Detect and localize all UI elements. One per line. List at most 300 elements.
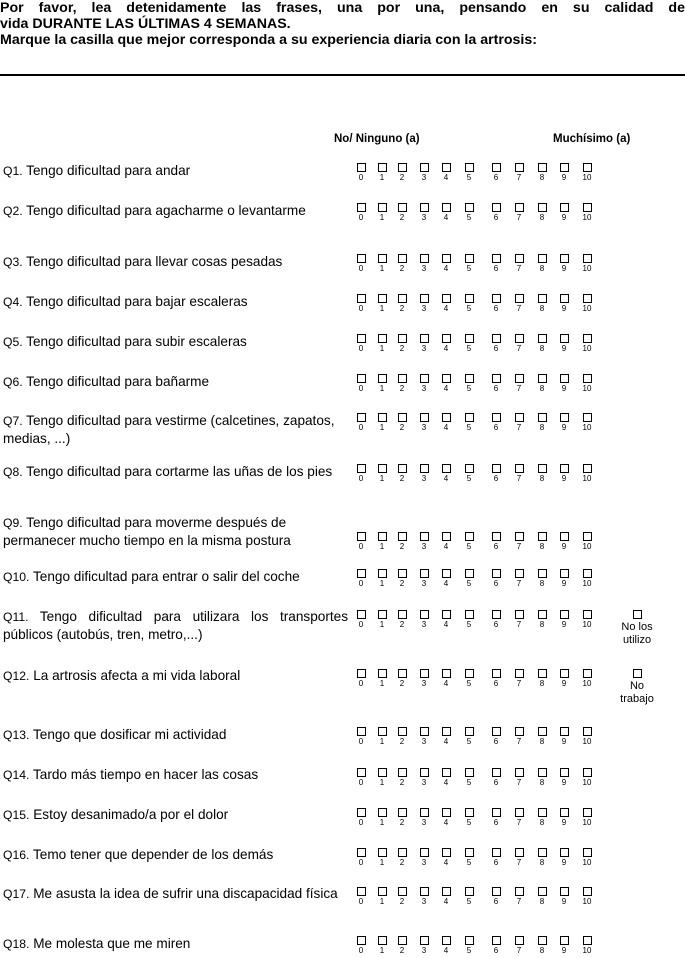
- checkbox[interactable]: [560, 727, 569, 736]
- checkbox[interactable]: [378, 532, 387, 541]
- rating-option-0[interactable]: [352, 848, 370, 867]
- checkbox[interactable]: [492, 768, 501, 777]
- checkbox[interactable]: [420, 887, 429, 896]
- checkbox[interactable]: [357, 669, 366, 678]
- checkbox[interactable]: [560, 669, 569, 678]
- rating-option-10[interactable]: [578, 808, 596, 827]
- rating-option-7[interactable]: [510, 887, 528, 906]
- rating-option-10[interactable]: [578, 374, 596, 393]
- rating-option-10[interactable]: [578, 727, 596, 746]
- checkbox[interactable]: [378, 727, 387, 736]
- rating-option-2[interactable]: [393, 334, 411, 353]
- checkbox[interactable]: [378, 464, 387, 473]
- not-applicable-option[interactable]: [612, 610, 662, 647]
- checkbox[interactable]: [515, 808, 524, 817]
- rating-option-1[interactable]: [373, 374, 391, 393]
- rating-option-1[interactable]: [373, 768, 391, 787]
- checkbox[interactable]: [465, 374, 474, 383]
- checkbox[interactable]: [357, 936, 366, 945]
- rating-option-5[interactable]: [460, 334, 478, 353]
- rating-option-2[interactable]: [393, 464, 411, 483]
- checkbox[interactable]: [378, 334, 387, 343]
- rating-option-6[interactable]: [487, 768, 505, 787]
- rating-option-1[interactable]: [373, 887, 391, 906]
- checkbox[interactable]: [378, 669, 387, 678]
- checkbox[interactable]: [357, 808, 366, 817]
- rating-option-3[interactable]: [415, 413, 433, 432]
- checkbox[interactable]: [357, 163, 366, 172]
- rating-option-10[interactable]: [578, 163, 596, 182]
- checkbox[interactable]: [398, 610, 407, 619]
- checkbox[interactable]: [583, 610, 592, 619]
- checkbox[interactable]: [560, 768, 569, 777]
- checkbox[interactable]: [515, 254, 524, 263]
- rating-option-9[interactable]: [555, 254, 573, 273]
- checkbox[interactable]: [515, 669, 524, 678]
- checkbox[interactable]: [465, 413, 474, 422]
- rating-option-4[interactable]: [437, 294, 455, 313]
- checkbox[interactable]: [560, 413, 569, 422]
- checkbox[interactable]: [515, 374, 524, 383]
- rating-option-8[interactable]: [533, 848, 551, 867]
- rating-option-9[interactable]: [555, 610, 573, 629]
- checkbox[interactable]: [357, 254, 366, 263]
- rating-option-4[interactable]: [437, 532, 455, 551]
- checkbox[interactable]: [538, 887, 547, 896]
- rating-option-7[interactable]: [510, 294, 528, 313]
- rating-option-1[interactable]: [373, 936, 391, 955]
- checkbox[interactable]: [378, 768, 387, 777]
- checkbox[interactable]: [378, 254, 387, 263]
- rating-option-3[interactable]: [415, 374, 433, 393]
- rating-option-8[interactable]: [533, 808, 551, 827]
- rating-option-1[interactable]: [373, 610, 391, 629]
- rating-option-10[interactable]: [578, 936, 596, 955]
- checkbox[interactable]: [538, 768, 547, 777]
- rating-option-10[interactable]: [578, 334, 596, 353]
- checkbox[interactable]: [492, 610, 501, 619]
- checkbox[interactable]: [633, 669, 642, 678]
- checkbox[interactable]: [442, 294, 451, 303]
- rating-option-1[interactable]: [373, 727, 391, 746]
- checkbox[interactable]: [420, 936, 429, 945]
- checkbox[interactable]: [378, 163, 387, 172]
- checkbox[interactable]: [560, 464, 569, 473]
- checkbox[interactable]: [398, 569, 407, 578]
- checkbox[interactable]: [442, 334, 451, 343]
- rating-option-4[interactable]: [437, 464, 455, 483]
- checkbox[interactable]: [465, 808, 474, 817]
- rating-option-5[interactable]: [460, 727, 478, 746]
- checkbox[interactable]: [465, 887, 474, 896]
- rating-option-7[interactable]: [510, 936, 528, 955]
- checkbox[interactable]: [560, 887, 569, 896]
- checkbox[interactable]: [420, 808, 429, 817]
- rating-option-3[interactable]: [415, 936, 433, 955]
- rating-option-9[interactable]: [555, 464, 573, 483]
- rating-option-2[interactable]: [393, 163, 411, 182]
- checkbox[interactable]: [357, 569, 366, 578]
- rating-option-3[interactable]: [415, 768, 433, 787]
- checkbox[interactable]: [465, 294, 474, 303]
- checkbox[interactable]: [515, 163, 524, 172]
- rating-option-4[interactable]: [437, 768, 455, 787]
- rating-option-6[interactable]: [487, 532, 505, 551]
- rating-option-10[interactable]: [578, 569, 596, 588]
- rating-option-8[interactable]: [533, 254, 551, 273]
- checkbox[interactable]: [442, 374, 451, 383]
- checkbox[interactable]: [465, 203, 474, 212]
- checkbox[interactable]: [442, 163, 451, 172]
- checkbox[interactable]: [378, 808, 387, 817]
- checkbox[interactable]: [357, 294, 366, 303]
- rating-option-3[interactable]: [415, 569, 433, 588]
- rating-option-8[interactable]: [533, 727, 551, 746]
- checkbox[interactable]: [538, 413, 547, 422]
- checkbox[interactable]: [378, 936, 387, 945]
- rating-option-7[interactable]: [510, 532, 528, 551]
- checkbox[interactable]: [442, 887, 451, 896]
- checkbox[interactable]: [357, 610, 366, 619]
- rating-option-9[interactable]: [555, 848, 573, 867]
- checkbox[interactable]: [442, 203, 451, 212]
- rating-option-3[interactable]: [415, 203, 433, 222]
- rating-option-3[interactable]: [415, 464, 433, 483]
- rating-option-0[interactable]: [352, 254, 370, 273]
- checkbox[interactable]: [492, 808, 501, 817]
- rating-option-6[interactable]: [487, 374, 505, 393]
- rating-option-7[interactable]: [510, 727, 528, 746]
- checkbox[interactable]: [398, 936, 407, 945]
- rating-option-3[interactable]: [415, 532, 433, 551]
- checkbox[interactable]: [420, 374, 429, 383]
- checkbox[interactable]: [538, 848, 547, 857]
- checkbox[interactable]: [442, 254, 451, 263]
- checkbox[interactable]: [420, 294, 429, 303]
- checkbox[interactable]: [442, 532, 451, 541]
- rating-option-9[interactable]: [555, 727, 573, 746]
- rating-option-2[interactable]: [393, 569, 411, 588]
- rating-option-3[interactable]: [415, 294, 433, 313]
- rating-option-0[interactable]: [352, 610, 370, 629]
- checkbox[interactable]: [492, 203, 501, 212]
- rating-option-6[interactable]: [487, 808, 505, 827]
- rating-option-9[interactable]: [555, 936, 573, 955]
- rating-option-4[interactable]: [437, 669, 455, 688]
- checkbox[interactable]: [492, 464, 501, 473]
- checkbox[interactable]: [560, 334, 569, 343]
- checkbox[interactable]: [420, 163, 429, 172]
- checkbox[interactable]: [583, 374, 592, 383]
- rating-option-1[interactable]: [373, 569, 391, 588]
- checkbox[interactable]: [583, 203, 592, 212]
- rating-option-8[interactable]: [533, 203, 551, 222]
- rating-option-5[interactable]: [460, 532, 478, 551]
- checkbox[interactable]: [492, 848, 501, 857]
- checkbox[interactable]: [378, 294, 387, 303]
- checkbox[interactable]: [357, 887, 366, 896]
- rating-option-0[interactable]: [352, 936, 370, 955]
- rating-option-3[interactable]: [415, 163, 433, 182]
- rating-option-5[interactable]: [460, 808, 478, 827]
- checkbox[interactable]: [442, 569, 451, 578]
- checkbox[interactable]: [420, 669, 429, 678]
- rating-option-7[interactable]: [510, 669, 528, 688]
- checkbox[interactable]: [560, 936, 569, 945]
- rating-option-1[interactable]: [373, 532, 391, 551]
- rating-option-3[interactable]: [415, 808, 433, 827]
- checkbox[interactable]: [515, 610, 524, 619]
- rating-option-2[interactable]: [393, 669, 411, 688]
- checkbox[interactable]: [515, 936, 524, 945]
- rating-option-3[interactable]: [415, 334, 433, 353]
- rating-option-8[interactable]: [533, 334, 551, 353]
- rating-option-2[interactable]: [393, 848, 411, 867]
- checkbox[interactable]: [442, 669, 451, 678]
- rating-option-6[interactable]: [487, 727, 505, 746]
- checkbox[interactable]: [398, 334, 407, 343]
- checkbox[interactable]: [442, 848, 451, 857]
- checkbox[interactable]: [357, 848, 366, 857]
- rating-option-10[interactable]: [578, 848, 596, 867]
- checkbox[interactable]: [420, 569, 429, 578]
- rating-option-6[interactable]: [487, 203, 505, 222]
- rating-option-4[interactable]: [437, 413, 455, 432]
- rating-option-0[interactable]: [352, 768, 370, 787]
- checkbox[interactable]: [378, 413, 387, 422]
- rating-option-6[interactable]: [487, 254, 505, 273]
- checkbox[interactable]: [583, 294, 592, 303]
- rating-option-5[interactable]: [460, 413, 478, 432]
- checkbox[interactable]: [420, 413, 429, 422]
- rating-option-2[interactable]: [393, 203, 411, 222]
- checkbox[interactable]: [465, 768, 474, 777]
- rating-option-0[interactable]: [352, 532, 370, 551]
- rating-option-7[interactable]: [510, 569, 528, 588]
- checkbox[interactable]: [398, 768, 407, 777]
- rating-option-7[interactable]: [510, 203, 528, 222]
- checkbox[interactable]: [465, 610, 474, 619]
- rating-option-0[interactable]: [352, 727, 370, 746]
- checkbox[interactable]: [560, 254, 569, 263]
- checkbox[interactable]: [357, 727, 366, 736]
- rating-option-6[interactable]: [487, 610, 505, 629]
- checkbox[interactable]: [515, 464, 524, 473]
- rating-option-7[interactable]: [510, 163, 528, 182]
- rating-option-4[interactable]: [437, 610, 455, 629]
- rating-option-9[interactable]: [555, 569, 573, 588]
- checkbox[interactable]: [538, 610, 547, 619]
- rating-option-10[interactable]: [578, 464, 596, 483]
- rating-option-7[interactable]: [510, 464, 528, 483]
- checkbox[interactable]: [492, 294, 501, 303]
- rating-option-5[interactable]: [460, 254, 478, 273]
- checkbox[interactable]: [442, 464, 451, 473]
- rating-option-0[interactable]: [352, 163, 370, 182]
- rating-option-8[interactable]: [533, 294, 551, 313]
- checkbox[interactable]: [357, 464, 366, 473]
- checkbox[interactable]: [515, 848, 524, 857]
- checkbox[interactable]: [560, 569, 569, 578]
- checkbox[interactable]: [398, 727, 407, 736]
- rating-option-1[interactable]: [373, 413, 391, 432]
- rating-option-5[interactable]: [460, 294, 478, 313]
- checkbox[interactable]: [492, 413, 501, 422]
- checkbox[interactable]: [583, 848, 592, 857]
- rating-option-4[interactable]: [437, 936, 455, 955]
- checkbox[interactable]: [442, 936, 451, 945]
- rating-option-3[interactable]: [415, 610, 433, 629]
- checkbox[interactable]: [492, 569, 501, 578]
- checkbox[interactable]: [465, 936, 474, 945]
- checkbox[interactable]: [420, 610, 429, 619]
- rating-option-2[interactable]: [393, 768, 411, 787]
- rating-option-8[interactable]: [533, 532, 551, 551]
- rating-option-3[interactable]: [415, 848, 433, 867]
- checkbox[interactable]: [420, 254, 429, 263]
- rating-option-6[interactable]: [487, 887, 505, 906]
- checkbox[interactable]: [492, 669, 501, 678]
- rating-option-6[interactable]: [487, 464, 505, 483]
- rating-option-1[interactable]: [373, 294, 391, 313]
- checkbox[interactable]: [515, 203, 524, 212]
- checkbox[interactable]: [378, 848, 387, 857]
- checkbox[interactable]: [538, 374, 547, 383]
- rating-option-2[interactable]: [393, 610, 411, 629]
- rating-option-2[interactable]: [393, 413, 411, 432]
- checkbox[interactable]: [583, 936, 592, 945]
- not-applicable-option[interactable]: [612, 669, 662, 706]
- checkbox[interactable]: [515, 294, 524, 303]
- checkbox[interactable]: [583, 887, 592, 896]
- checkbox[interactable]: [465, 727, 474, 736]
- rating-option-2[interactable]: [393, 808, 411, 827]
- checkbox[interactable]: [538, 727, 547, 736]
- checkbox[interactable]: [398, 413, 407, 422]
- checkbox[interactable]: [378, 203, 387, 212]
- rating-option-5[interactable]: [460, 464, 478, 483]
- rating-option-5[interactable]: [460, 669, 478, 688]
- checkbox[interactable]: [398, 669, 407, 678]
- rating-option-9[interactable]: [555, 294, 573, 313]
- rating-option-0[interactable]: [352, 669, 370, 688]
- rating-option-7[interactable]: [510, 808, 528, 827]
- checkbox[interactable]: [515, 569, 524, 578]
- checkbox[interactable]: [538, 569, 547, 578]
- rating-option-0[interactable]: [352, 294, 370, 313]
- rating-option-10[interactable]: [578, 887, 596, 906]
- rating-option-7[interactable]: [510, 334, 528, 353]
- checkbox[interactable]: [492, 532, 501, 541]
- checkbox[interactable]: [398, 848, 407, 857]
- checkbox[interactable]: [398, 887, 407, 896]
- checkbox[interactable]: [378, 610, 387, 619]
- checkbox[interactable]: [378, 887, 387, 896]
- rating-option-8[interactable]: [533, 464, 551, 483]
- rating-option-0[interactable]: [352, 203, 370, 222]
- checkbox[interactable]: [465, 532, 474, 541]
- checkbox[interactable]: [560, 294, 569, 303]
- checkbox[interactable]: [583, 532, 592, 541]
- rating-option-0[interactable]: [352, 887, 370, 906]
- rating-option-4[interactable]: [437, 569, 455, 588]
- rating-option-4[interactable]: [437, 203, 455, 222]
- checkbox[interactable]: [492, 163, 501, 172]
- checkbox[interactable]: [538, 294, 547, 303]
- checkbox[interactable]: [442, 727, 451, 736]
- checkbox[interactable]: [442, 768, 451, 777]
- rating-option-4[interactable]: [437, 254, 455, 273]
- rating-option-10[interactable]: [578, 669, 596, 688]
- checkbox[interactable]: [538, 254, 547, 263]
- checkbox[interactable]: [420, 768, 429, 777]
- rating-option-10[interactable]: [578, 413, 596, 432]
- checkbox[interactable]: [465, 848, 474, 857]
- rating-option-8[interactable]: [533, 887, 551, 906]
- rating-option-10[interactable]: [578, 254, 596, 273]
- rating-option-8[interactable]: [533, 163, 551, 182]
- rating-option-10[interactable]: [578, 203, 596, 222]
- rating-option-5[interactable]: [460, 936, 478, 955]
- checkbox[interactable]: [420, 203, 429, 212]
- checkbox[interactable]: [583, 569, 592, 578]
- checkbox[interactable]: [492, 334, 501, 343]
- checkbox[interactable]: [583, 413, 592, 422]
- checkbox[interactable]: [583, 163, 592, 172]
- rating-option-0[interactable]: [352, 569, 370, 588]
- rating-option-2[interactable]: [393, 532, 411, 551]
- rating-option-4[interactable]: [437, 808, 455, 827]
- rating-option-2[interactable]: [393, 936, 411, 955]
- checkbox[interactable]: [398, 203, 407, 212]
- rating-option-9[interactable]: [555, 887, 573, 906]
- rating-option-6[interactable]: [487, 848, 505, 867]
- rating-option-6[interactable]: [487, 163, 505, 182]
- checkbox[interactable]: [442, 610, 451, 619]
- rating-option-4[interactable]: [437, 374, 455, 393]
- checkbox[interactable]: [583, 334, 592, 343]
- rating-option-2[interactable]: [393, 727, 411, 746]
- checkbox[interactable]: [583, 254, 592, 263]
- rating-option-2[interactable]: [393, 887, 411, 906]
- checkbox[interactable]: [420, 334, 429, 343]
- checkbox[interactable]: [492, 374, 501, 383]
- rating-option-10[interactable]: [578, 768, 596, 787]
- checkbox[interactable]: [560, 163, 569, 172]
- checkbox[interactable]: [492, 727, 501, 736]
- rating-option-10[interactable]: [578, 532, 596, 551]
- rating-option-7[interactable]: [510, 848, 528, 867]
- checkbox[interactable]: [357, 203, 366, 212]
- checkbox[interactable]: [560, 374, 569, 383]
- checkbox[interactable]: [560, 532, 569, 541]
- rating-option-9[interactable]: [555, 374, 573, 393]
- checkbox[interactable]: [515, 768, 524, 777]
- checkbox[interactable]: [560, 808, 569, 817]
- checkbox[interactable]: [357, 334, 366, 343]
- checkbox[interactable]: [538, 163, 547, 172]
- rating-option-7[interactable]: [510, 374, 528, 393]
- checkbox[interactable]: [538, 203, 547, 212]
- checkbox[interactable]: [515, 413, 524, 422]
- rating-option-5[interactable]: [460, 610, 478, 629]
- rating-option-1[interactable]: [373, 203, 391, 222]
- rating-option-9[interactable]: [555, 334, 573, 353]
- rating-option-5[interactable]: [460, 374, 478, 393]
- checkbox[interactable]: [538, 334, 547, 343]
- rating-option-2[interactable]: [393, 294, 411, 313]
- rating-option-3[interactable]: [415, 254, 433, 273]
